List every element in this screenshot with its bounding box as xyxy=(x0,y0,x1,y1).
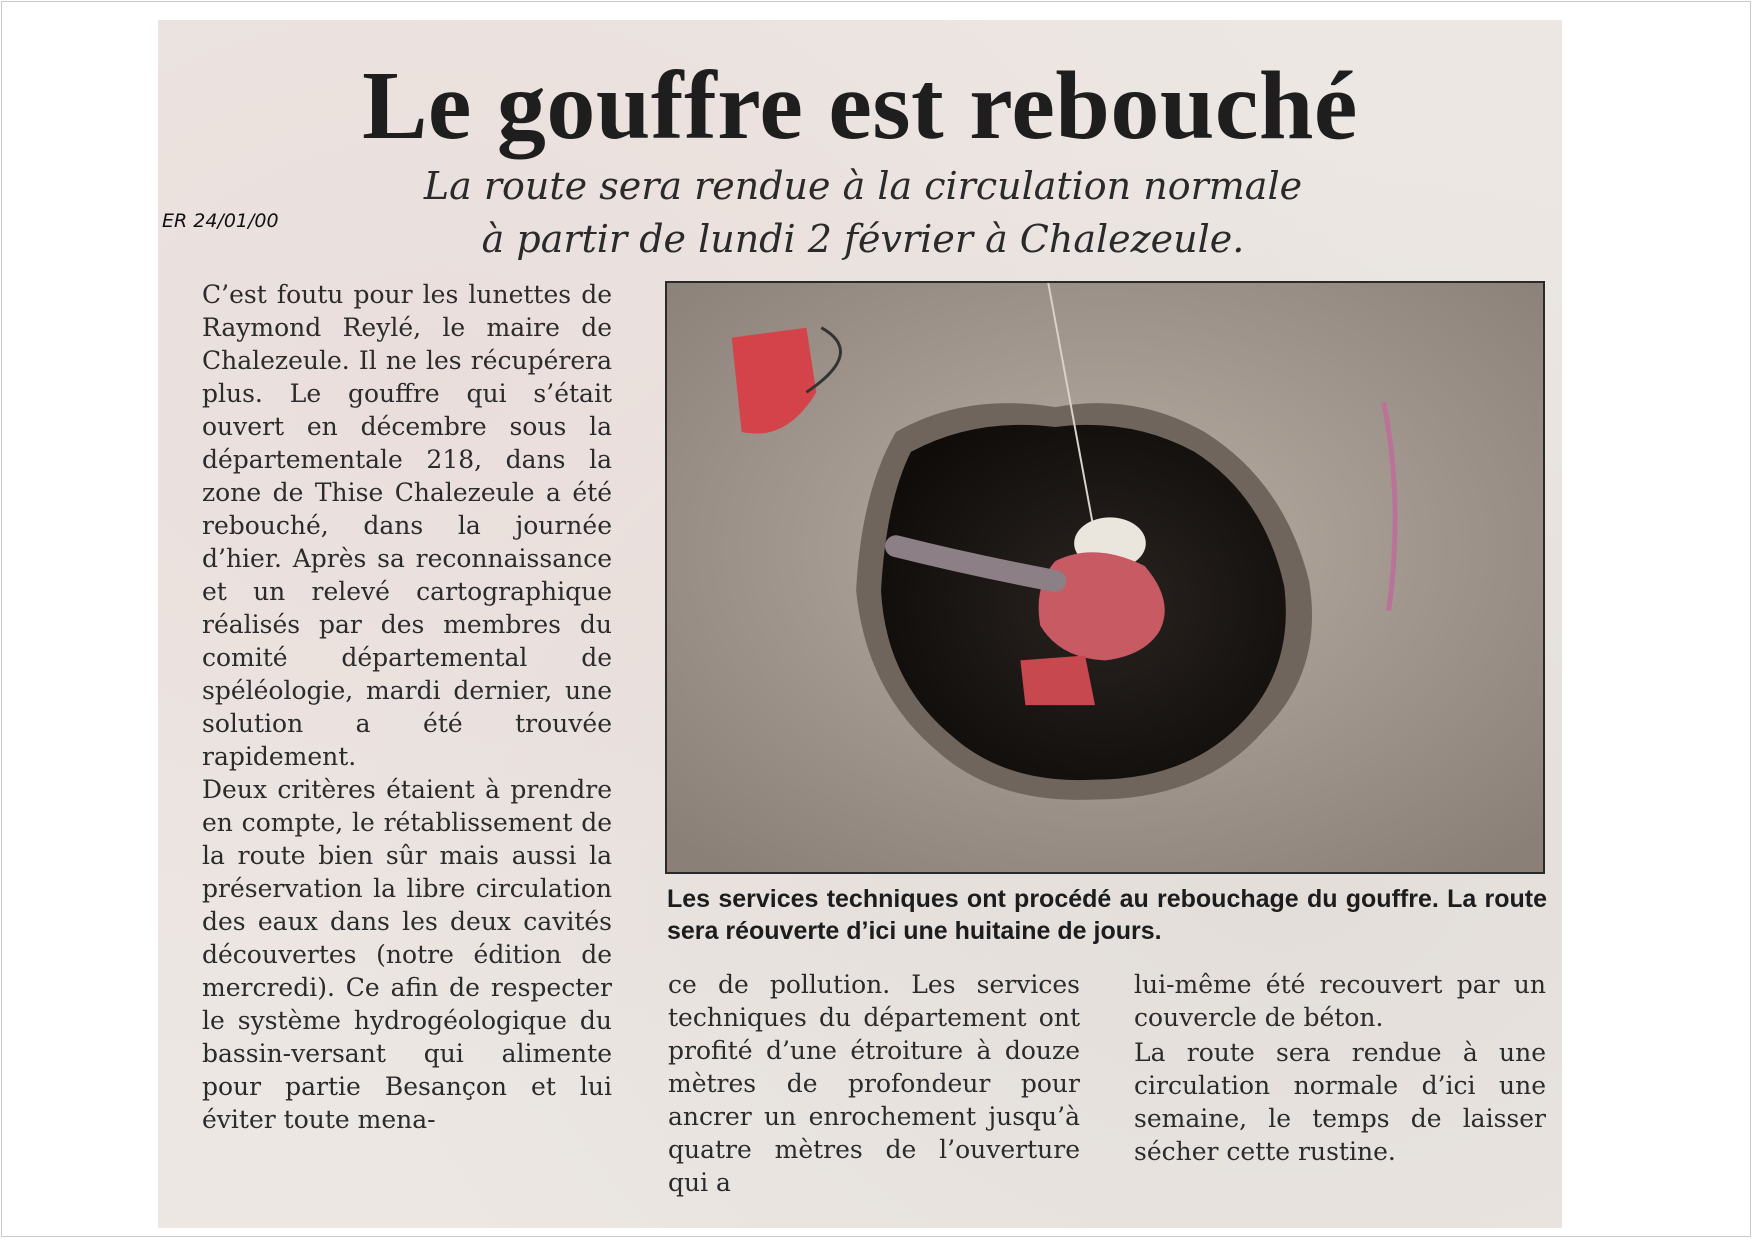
article-paragraph: C’est foutu pour les lunettes de Raymond Reylé, le maire de Chalezeule. Il ne les récupérera plus. Le gouffre qui s’était ouvert en décembre sous la départementale 218, dans la zone de Thise Chalezeule a été rebouché, dans la journée d’hier. Après sa reconnaissance et un relevé cartographique réalisés par des membres du comité départemental de spéléologie, mardi dernier, une solution a été trouvée rapidement. xyxy=(202,280,612,771)
article-paragraph: Deux critères étaient à prendre en compte, le rétablissement de la route bien sûr mais aussi la préservation la libre circulation des eaux dans les deux cavités découvertes (notre édition de mercredi). Ce afin de respecter le système hydrogéologique du bassin-versant qui alimente pour partie Besançon et lui éviter toute mena- xyxy=(202,775,612,1134)
subheadline xyxy=(338,160,1388,266)
date-stamp: ER 24/01/00 xyxy=(162,210,279,232)
article-column-2 xyxy=(668,968,1080,1199)
article-photo xyxy=(665,281,1545,874)
sinkhole-photo-illustration xyxy=(667,283,1543,872)
photo-caption: Les services techniques ont procédé au rebouchage du gouffre. La route sera réouverte d’ici une huitaine de jours. xyxy=(667,885,1547,945)
subheadline-line-2: à partir de lundi 2 février à Chalezeule. xyxy=(481,217,1245,261)
caver-body xyxy=(1039,552,1165,660)
caver-bag xyxy=(1020,655,1095,705)
subheadline-line-1: La route sera rendue à la circulation normale xyxy=(423,164,1303,208)
headline: Le gouffre est rebouché xyxy=(362,52,1358,160)
article-paragraph: lui-même été recouvert par un couvercle de béton. xyxy=(1134,970,1546,1032)
article-paragraph: La route sera rendue à une circulation normale d’ici une semaine, le temps de laisser sécher cette rustine. xyxy=(1134,1038,1546,1166)
article-paragraph: ce de pollution. Les services techniques du département ont profité d’une étroiture à douze mètres de profondeur pour ancrer un enrochement jusqu’à quatre mètres de l’ouverture qui a xyxy=(668,970,1080,1197)
article-column-3 xyxy=(1134,968,1546,1168)
article-column-1 xyxy=(202,278,612,1136)
